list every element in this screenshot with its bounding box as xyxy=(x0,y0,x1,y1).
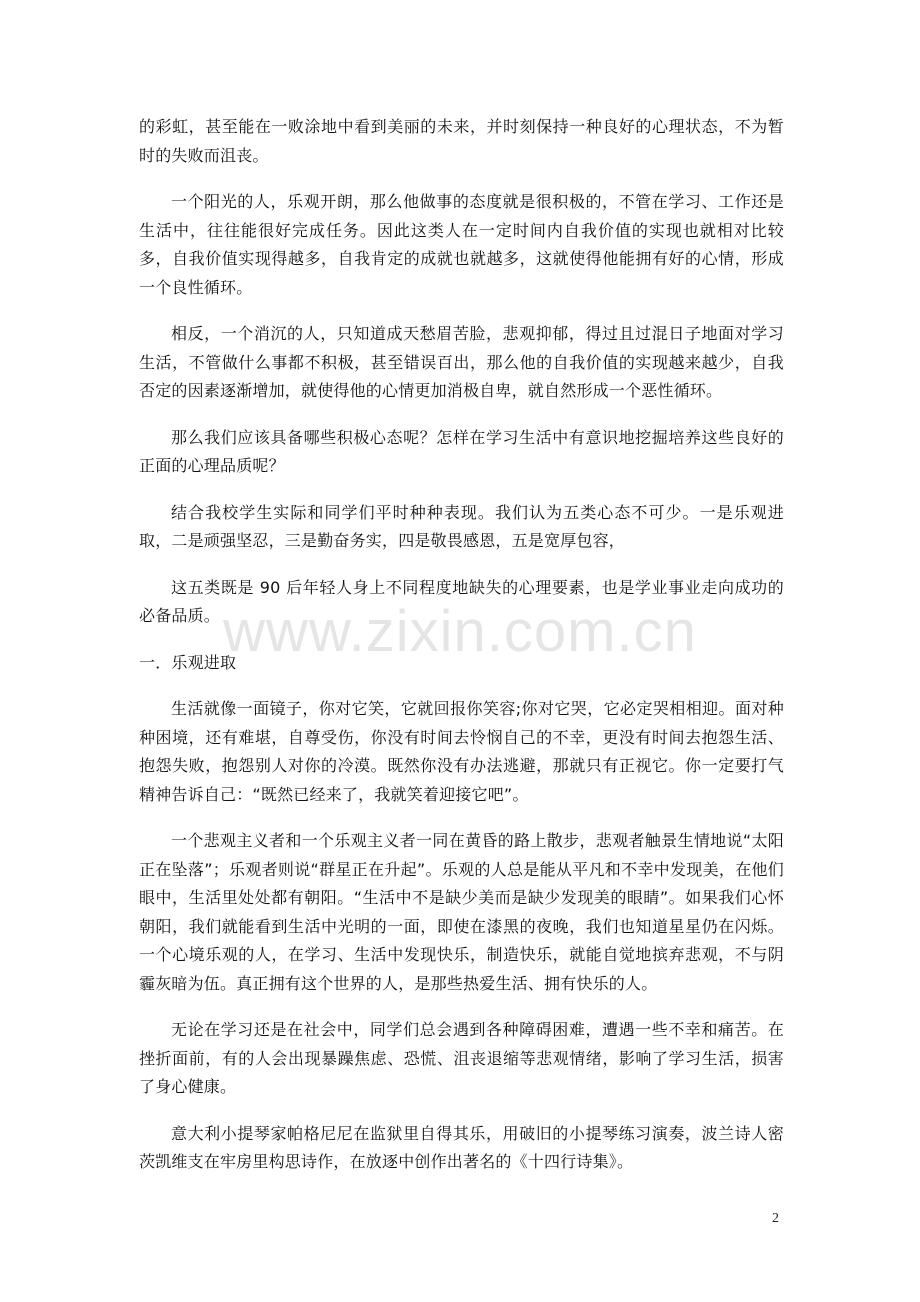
section-heading: 一．乐观进取 xyxy=(139,652,237,672)
paragraph: 一个悲观主义者和一个乐观主义者一同在黄昏的路上散步，悲观者触景生情地说“太阳正在坠落”；乐观者则说“群星正在升起”。乐观的人总是能从平凡和不幸中发现美，在他们眼中，生活里处处都有朝阳。“生活中不是缺少美而是缺少发现美的眼睛”。如果我们心怀朝阳，我们就能看到生活中光明的一面，即使在漆黑的夜晚，我们也知道星星仍在闪烁。一个心境乐观的人，在学习、生活中发现快乐，制造快乐，就能自觉地摈弃悲观，不与阴霾灰暗为伍。真正拥有这个世界的人，是那些热爱生活、拥有快乐的人。 xyxy=(139,831,784,993)
paragraph: 一个阳光的人，乐观开朗，那么他做事的态度就是很积极的，不管在学习、工作还是生活中，往往能很好完成任务。因此这类人在一定时间内自我价值的实现也就相对比较多，自我价值实现得越多，自我肯定的成就也就越多，这就使得他能拥有好的心情，形成一个良性循环。 xyxy=(139,192,784,297)
paragraph: 那么我们应该具备哪些积极心态呢？怎样在学习生活中有意识地挖掘培养这些良好的正面的心理品质呢？ xyxy=(139,427,784,475)
page-number: 2 xyxy=(772,1211,779,1226)
paragraph: 生活就像一面镜子，你对它笑，它就回报你笑容;你对它哭，它必定哭相相迎。面对种种困境，还有难堪，自尊受伤，你没有时间去怜悯自己的不幸，更没有时间去抱怨生活、抱怨失败，抱怨别人对你的冷漠。既然你没有办法逃避，那就只有正视它。你一定要打气精神告诉自己：“既然已经来了，我就笑着迎接它吧”。 xyxy=(139,699,784,804)
watermark: www.zixin.com.cn xyxy=(223,599,697,664)
paragraph: 这五类既是 90 后年轻人身上不同程度地缺失的心理要素，也是学业事业走向成功的必备品质。 xyxy=(139,577,784,625)
document-body xyxy=(139,113,784,1195)
paragraph: 意大利小提琴家帕格尼尼在监狱里自得其乐，用破旧的小提琴练习演奏，波兰诗人密茨凯维支在牢房里构思诗作，在放逐中创作出著名的《十四行诗集》。 xyxy=(139,1123,784,1171)
paragraph: 结合我校学生实际和同学们平时种种表现。我们认为五类心态不可少。一是乐观进取，二是顽强坚忍，三是勤奋务实，四是敬畏感恩，五是宽厚包容， xyxy=(139,502,784,550)
paragraph-continued: 的彩虹，甚至能在一败涂地中看到美丽的未来，并时刻保持一种良好的心理状态，不为暂时的失败而沮丧。 xyxy=(139,117,784,165)
paragraph: 无论在学习还是在社会中，同学们总会遇到各种障碍困难，遭遇一些不幸和痛苦。在挫折面前，有的人会出现暴躁焦虑、恐慌、沮丧退缩等悲观情绪，影响了学习生活，损害了身心健康。 xyxy=(139,1020,784,1096)
paragraph: 相反，一个消沉的人，只知道成天愁眉苦脸，悲观抑郁，得过且过混日子地面对学习生活，不管做什么事都不积极，甚至错误百出，那么他的自我价值的实现越来越少，自我否定的因素逐渐增加，就使得他的心情更加消极自卑，就自然形成一个恶性循环。 xyxy=(139,324,784,400)
